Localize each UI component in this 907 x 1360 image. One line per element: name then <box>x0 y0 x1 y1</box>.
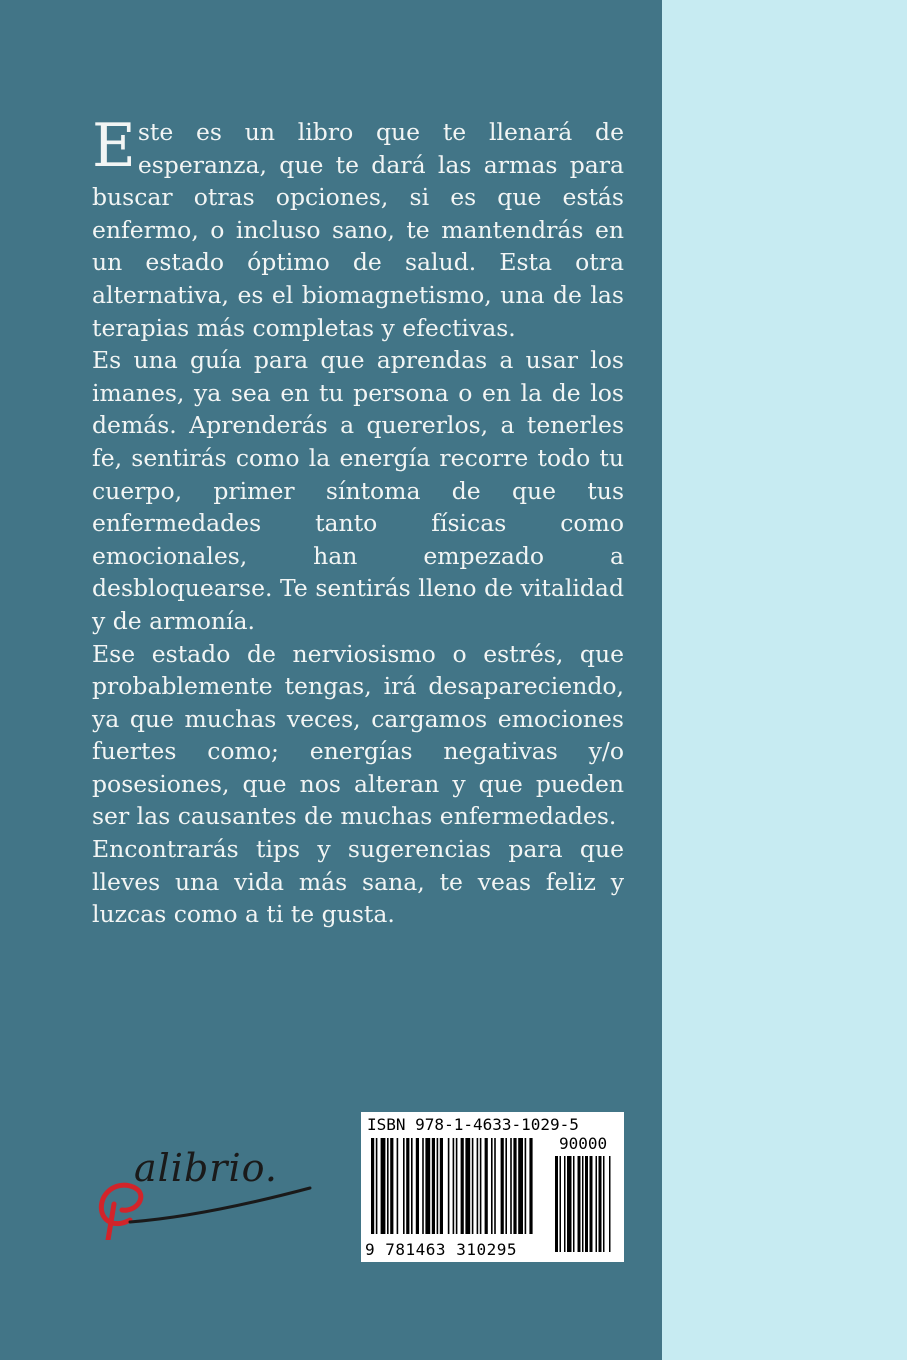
barcode-bar <box>425 1138 430 1234</box>
barcode-addon-bar <box>599 1156 602 1252</box>
isbn-label: ISBN 978-1-4633-1029-5 <box>367 1115 579 1134</box>
blurb-paragraph-1-text: ste es un libro que te llenará de esperanza, que te dará las armas para buscar otras opciones, si es que estás enfermo, o incluso sano, te mantendrás en un estado óptimo de salud. Esta otra alternativa, es el biomagnetismo, una de las terapias más completas y efectivas. <box>92 118 624 342</box>
barcode-addon-bar <box>585 1156 588 1252</box>
barcode-addon-bar <box>564 1156 566 1252</box>
barcode-bar <box>440 1138 443 1234</box>
barcode-addon-bar <box>582 1156 584 1252</box>
barcode-addon-bar <box>578 1156 581 1252</box>
barcode-bar <box>501 1138 504 1234</box>
barcode-bar <box>387 1138 389 1234</box>
barcode-bar <box>510 1138 512 1234</box>
barcode-number: 9 781463 310295 <box>365 1240 517 1259</box>
isbn-barcode <box>361 1112 624 1262</box>
barcode-bar <box>453 1138 455 1234</box>
publisher-logo <box>92 1140 322 1240</box>
barcode-bar <box>485 1138 488 1234</box>
barcode-bar <box>406 1138 409 1234</box>
barcode-bar <box>437 1138 439 1234</box>
barcode-bar <box>376 1138 378 1234</box>
barcode-addon-bar <box>555 1156 558 1252</box>
barcode-bar <box>397 1138 399 1234</box>
barcode-bar <box>411 1138 413 1234</box>
drop-cap-letter: E <box>92 111 136 181</box>
barcode-bar <box>477 1138 479 1234</box>
barcode-bar <box>525 1138 527 1234</box>
barcode-bar <box>390 1138 393 1234</box>
barcode-bar <box>513 1138 516 1234</box>
blurb-paragraph-1 <box>92 111 624 344</box>
barcode-bar <box>448 1138 450 1234</box>
barcode-addon-number: 90000 <box>559 1134 608 1153</box>
barcode-bar <box>518 1138 523 1234</box>
barcode-addon-bar <box>603 1156 605 1252</box>
barcode-addon-bar <box>596 1156 598 1252</box>
barcode-bar <box>472 1138 474 1234</box>
barcode-bar <box>505 1138 507 1234</box>
barcode-addon-bar <box>573 1156 575 1252</box>
blurb-paragraph-3: Ese estado de nerviosismo o estrés, que probablemente tengas, irá desapareciendo, ya que muchas veces, cargamos emociones fuertes como; energías negativas y/o posesiones, que nos alteran y que pueden ser las causantes de muchas enfermedades. <box>92 639 624 831</box>
barcode-bar <box>480 1138 482 1234</box>
barcode-bar <box>403 1138 405 1234</box>
barcode-bar <box>371 1138 374 1234</box>
blurb-paragraph-2: Es una guía para que aprendas a usar los imanes, ya sea en tu persona o en la de los demás. Aprenderás a quererlos, a tenerles fe, sentirás como la energía recorre todo tu cuerpo, primer síntoma de que tus enfermedades tanto físicas como emocionales, han empezado a desbloquearse. Te sentirás lleno de vitalidad y de armonía. <box>92 346 624 635</box>
spine-edge <box>662 0 907 1360</box>
publisher-logo-text: alibrio. <box>134 1146 278 1190</box>
barcode-bar <box>381 1138 386 1234</box>
barcode-bar <box>456 1138 458 1234</box>
blurb-paragraph-4: Encontrarás tips y sugerencias para que lleves una vida más sana, te veas feliz y luzcas como a ti te gusta. <box>92 835 624 929</box>
barcode-bar <box>529 1138 532 1234</box>
barcode-bar <box>422 1138 424 1234</box>
barcode-addon-bar <box>567 1156 572 1252</box>
barcode-bar <box>432 1138 435 1234</box>
barcode-bar <box>416 1138 419 1234</box>
barcode-bar <box>461 1138 464 1234</box>
back-cover-blurb <box>92 111 624 931</box>
barcode-bar <box>465 1138 470 1234</box>
barcode-bar <box>494 1138 496 1234</box>
barcode-addon-bar <box>560 1156 562 1252</box>
barcode-addon-bar <box>590 1156 593 1252</box>
barcode-bar <box>491 1138 493 1234</box>
barcode-addon-bar <box>609 1156 611 1252</box>
